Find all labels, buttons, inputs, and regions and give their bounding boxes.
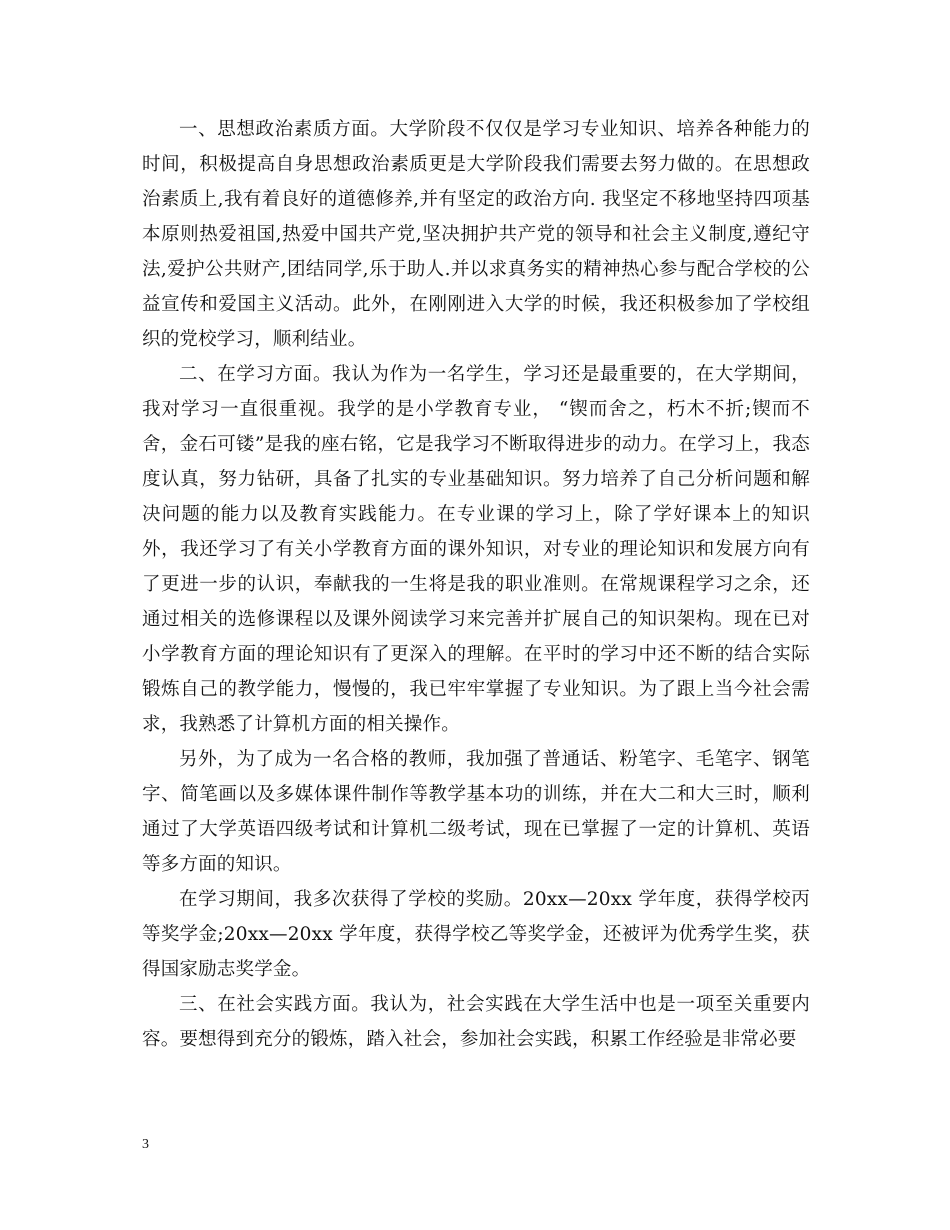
page-number: 3 xyxy=(142,1137,149,1152)
paragraph-awards: 在学习期间，我多次获得了学校的奖励。20xx—20xx 学年度，获得学校丙等奖学金;20xx—20xx 学年度，获得学校乙等奖学金，还被评为优秀学生奖，获得国家励志奖学金。 xyxy=(142,889,810,980)
paragraph-teaching-skills: 另外，为了成为一名合格的教师，我加强了普通话、粉笔字、毛笔字、钢笔字、简笔画以及多媒体课件制作等教学基本功的训练，并在大二和大三时，顺利通过了大学英语四级考试和计算机二级考试，现在已掌握了一定的计算机、英语等多方面的知识。 xyxy=(142,749,810,875)
paragraph-political: 一、思想政治素质方面。大学阶段不仅仅是学习专业知识、培养各种能力的时间，积极提高自身思想政治素质更是大学阶段我们需要去努力做的。在思想政治素质上,我有着良好的道德修养,并有坚定的政治方向. 我坚定不移地坚持四项基本原则热爱祖国,热爱中国共产党,坚决拥护共产党的领导和社会主义制度,遵纪守法,爱护公共财产,团结同学,乐于助人.并以求真务实的精神热心参与配合学校的公益宣传和爱国主义活动。此外，在刚刚进入大学的时候，我还积极参加了学校组织的党校学习，顺利结业。 xyxy=(142,119,810,350)
paragraph-study: 二、在学习方面。我认为作为一名学生，学习还是最重要的，在大学期间，我对学习一直很重视。我学的是小学教育专业， “锲而舍之，朽木不折;锲而不舍，金石可镂”是我的座右铭，它是我学习不断取得进步的动力。在学习上，我态度认真，努力钻研，具备了扎实的专业基础知识。努力培养了自己分析问题和解决问题的能力以及教育实践能力。在专业课的学习上，除了学好课本上的知识外，我还学习了有关小学教育方面的课外知识，对专业的理论知识和发展方向有了更进一步的认识，奉献我的一生将是我的职业准则。在常规课程学习之余，还通过相关的选修课程以及课外阅读学习来完善并扩展自己的知识架构。现在已对小学教育方面的理论知识有了更深入的理解。在平时的学习中还不断的结合实际锻炼自己的教学能力，慢慢的，我已牢牢掌握了专业知识。为了跟上当今社会需求，我熟悉了计算机方面的相关操作。 xyxy=(142,364,810,735)
paragraph-social-practice: 三、在社会实践方面。我认为，社会实践在大学生活中也是一项至关重要内容。要想得到充分的锻炼，踏入社会，参加社会实践，积累工作经验是非常必要 xyxy=(142,994,810,1050)
document-body xyxy=(142,112,810,1057)
